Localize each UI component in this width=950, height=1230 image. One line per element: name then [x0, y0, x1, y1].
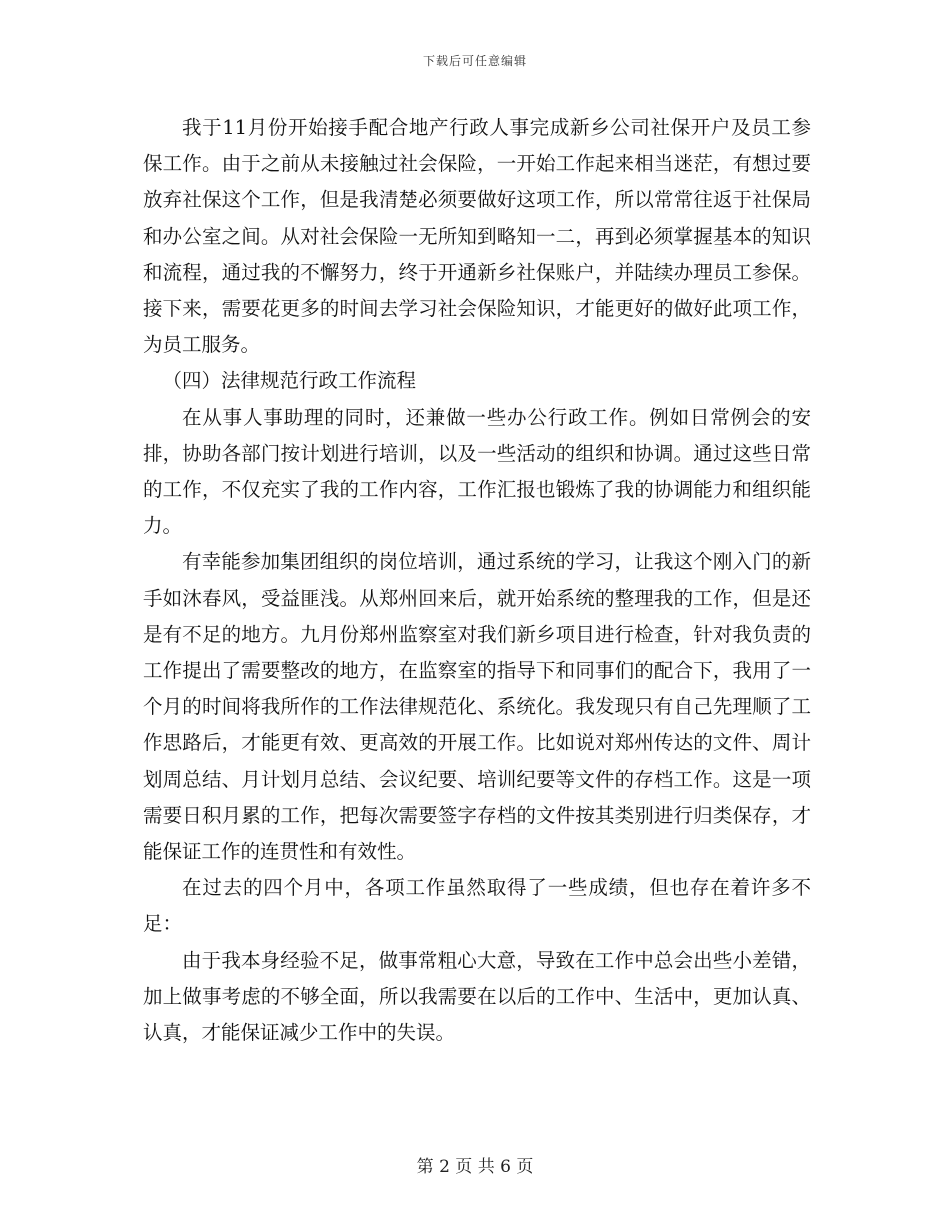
document-body: [143, 110, 811, 1051]
paragraph-admin-work: 在从事人事助理的同时，还兼做一些办公行政工作。例如日常例会的安排，协助各部门按计划进行培训，以及一些活动的组织和协调。通过这些日常的工作，不仅充实了我的工作内容，工作汇报也锻炼了我的协调能力和组织能力。: [143, 405, 811, 538]
paragraph-training: 有幸能参加集团组织的岗位培训，通过系统的学习，让我这个刚入门的新手如沐春风，受益匪浅。从郑州回来后，就开始系统的整理我的工作，但是还是有不足的地方。九月份郑州监察室对我们新乡项目进行检查，针对我负责的工作提出了需要整改的地方，在监察室的指导下和同事们的配合下，我用了一个月的时间将我所作的工作法律规范化、系统化。我发现只有自己先理顺了工作思路后，才能更有效、更高效的开展工作。比如说对郑州传达的文件、周计划周总结、月计划月总结、会议纪要、培训纪要等文件的存档工作。这是一项需要日积月累的工作，把每次需要签字存档的文件按其类别进行归类保存，才能保证工作的连贯性和有效性。: [143, 550, 811, 864]
paragraph-shortcomings-intro: 在过去的四个月中，各项工作虽然取得了一些成绩，但也存在着许多不足：: [143, 876, 811, 936]
page-header: 下载后可任意编辑: [422, 54, 527, 68]
paragraph-shortcomings-detail: 由于我本身经验不足，做事常粗心大意，导致在工作中总会出些小差错，加上做事考虑的不够全面，所以我需要在以后的工作中、生活中，更加认真、认真，才能保证减少工作中的失误。: [143, 948, 811, 1045]
paragraph-social-insurance: 我于11月份开始接手配合地产行政人事完成新乡公司社保开户及员工参保工作。由于之前从未接触过社会保险，一开始工作起来相当迷茫，有想过要放弃社保这个工作，但是我清楚必须要做好这项工作，所以常常往返于社保局和办公室之间。从对社会保险一无所知到略知一二，再到必须掌握基本的知识和流程，通过我的不懈努力，终于开通新乡社保账户，并陆续办理员工参保。接下来，需要花更多的时间去学习社会保险知识，才能更好的做好此项工作，为员工服务。: [143, 116, 811, 357]
section-heading: （四）法律规范行政工作流程: [162, 369, 417, 393]
page-number: 第 2 页 共 6 页: [416, 1157, 534, 1177]
